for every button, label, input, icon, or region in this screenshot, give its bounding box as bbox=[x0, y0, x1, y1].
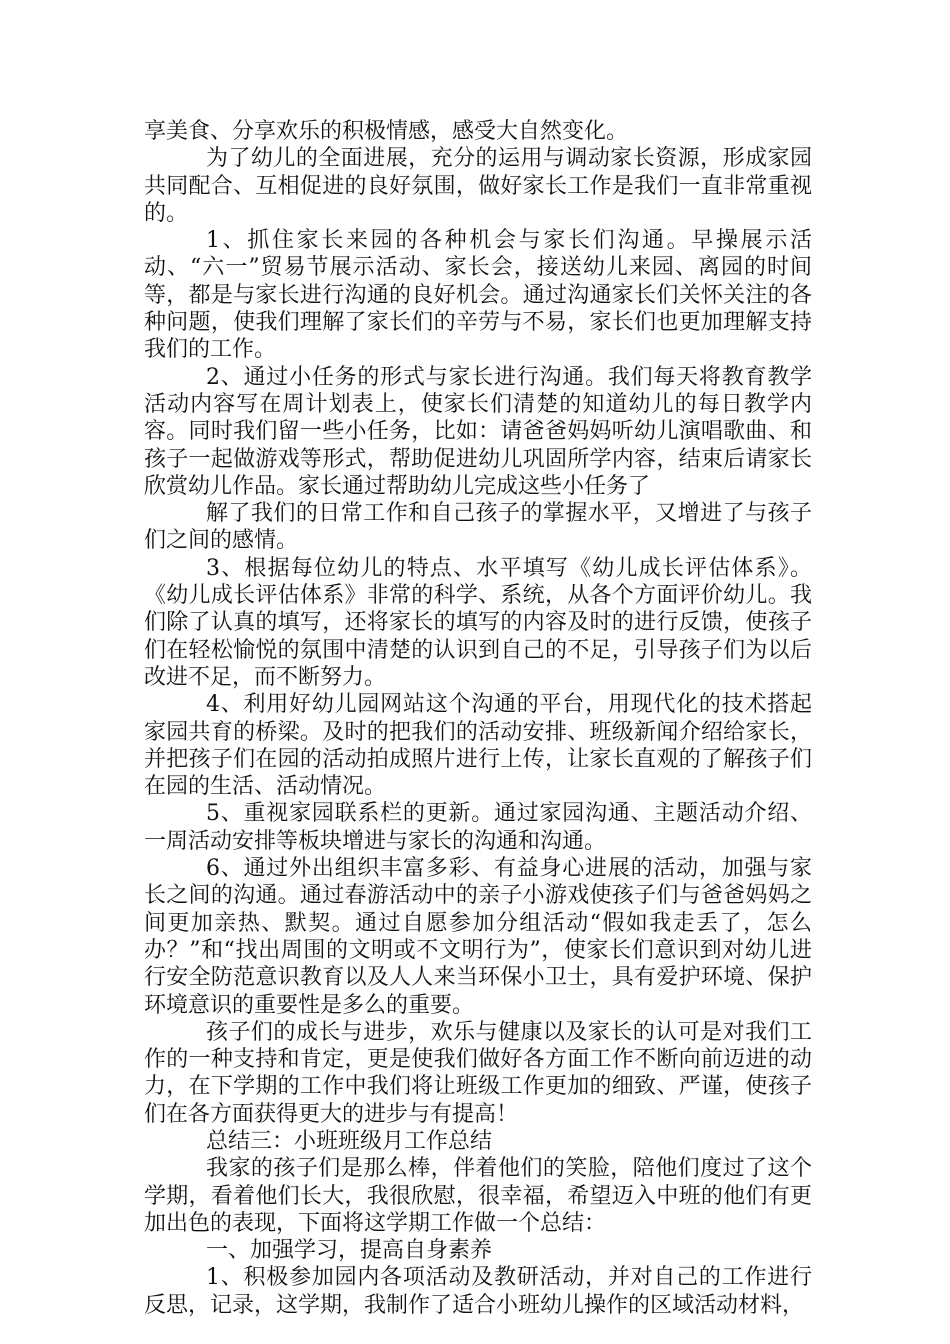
paragraph-6: 3、根据每位幼儿的特点、水平填写《幼儿成长评估体系》。《幼儿成长评估体系》非常的科学、系统，从各个方面评价幼儿。我们除了认真的填写，还将家长的填写的内容及时的进行反馈，使孩子们在轻松愉悦的氛围中清楚的认识到自己的不足，引导孩子们为以后改进不足，而不断努力。 bbox=[144, 555, 812, 690]
paragraph-3: 1、抓住家长来园的各种机会与家长们沟通。早操展示活动、“六一”贸易节展示活动、家长会，接送幼儿来园、离园的时间等，都是与家长进行沟通的良好机会。通过沟通家长们关怀关注的各种问题，使我们理解了家长们的辛劳与不易，家长们也更加理解支持我们的工作。 bbox=[144, 228, 812, 363]
section-heading-summary-three: 总结三：小班班级月工作总结 bbox=[206, 1128, 493, 1154]
paragraph-9: 6、通过外出组织丰富多彩、有益身心进展的活动，加强与家长之间的沟通。通过春游活动中的亲子小游戏使孩子们与爸爸妈妈之间更加亲热、默契。通过自愿参加分组活动“假如我走丢了，怎么办？”和“找出周围的文明或不文明行为”，使家长们意识到对幼儿进行安全防范意识教育以及人人来当环保小卫士，具有爱护环境、保护环境意识的重要性是多么的重要。 bbox=[144, 856, 812, 1018]
document-page bbox=[144, 118, 812, 1319]
paragraph-8: 5、重视家园联系栏的更新。通过家园沟通、主题活动介绍、一周活动安排等板块增进与家长的沟通和沟通。 bbox=[144, 801, 812, 854]
paragraph-4: 2、通过小任务的形式与家长进行沟通。我们每天将教育教学活动内容写在周计划表上，使家长们清楚的知道幼儿的每日教学内容。同时我们留一些小任务，比如：请爸爸妈妈听幼儿演唱歌曲、和孩子一起做游戏等形式，帮助促进幼儿巩固所学内容，结束后请家长欣赏幼儿作品。家长通过帮助幼儿完成这些小任务了 bbox=[144, 364, 812, 499]
paragraph-12: 我家的孩子们是那么棒，伴着他们的笑脸，陪他们度过了这个学期，看着他们长大，我很欣慰，很幸福，希望迈入中班的他们有更加出色的表现，下面将这学期工作做一个总结： bbox=[144, 1156, 812, 1236]
paragraph-2: 为了幼儿的全面进展，充分的运用与调动家长资源，形成家园共同配合、互相促进的良好氛围，做好家长工作是我们一直非常重视的。 bbox=[144, 146, 812, 226]
paragraph-7: 4、利用好幼儿园网站这个沟通的平台，用现代化的技术搭起家园共育的桥梁。及时的把我们的活动安排、班级新闻介绍给家长，并把孩子们在园的活动拍成照片进行上传，让家长直观的了解孩子们在园的生活、活动情况。 bbox=[144, 692, 812, 800]
paragraph-5: 解了我们的日常工作和自己孩子的掌握水平，又增进了与孩子们之间的感情。 bbox=[144, 501, 812, 554]
paragraph-1: 享美食、分享欢乐的积极情感，感受大自然变化。 bbox=[144, 119, 629, 144]
paragraph-14: 1、积极参加园内各项活动及教研活动，并对自己的工作进行反思，记录，这学期，我制作了适合小班幼儿操作的区域活动材料， bbox=[144, 1265, 812, 1318]
subheading-study: 一、加强学习，提高自身素养 bbox=[206, 1238, 493, 1264]
paragraph-10: 孩子们的成长与进步，欢乐与健康以及家长的认可是对我们工作的一种支持和肯定，更是使我们做好各方面工作不断向前迈进的动力，在下学期的工作中我们将让班级工作更加的细致、严谨，使孩子们在各方面获得更大的进步与有提高！ bbox=[144, 1019, 812, 1127]
